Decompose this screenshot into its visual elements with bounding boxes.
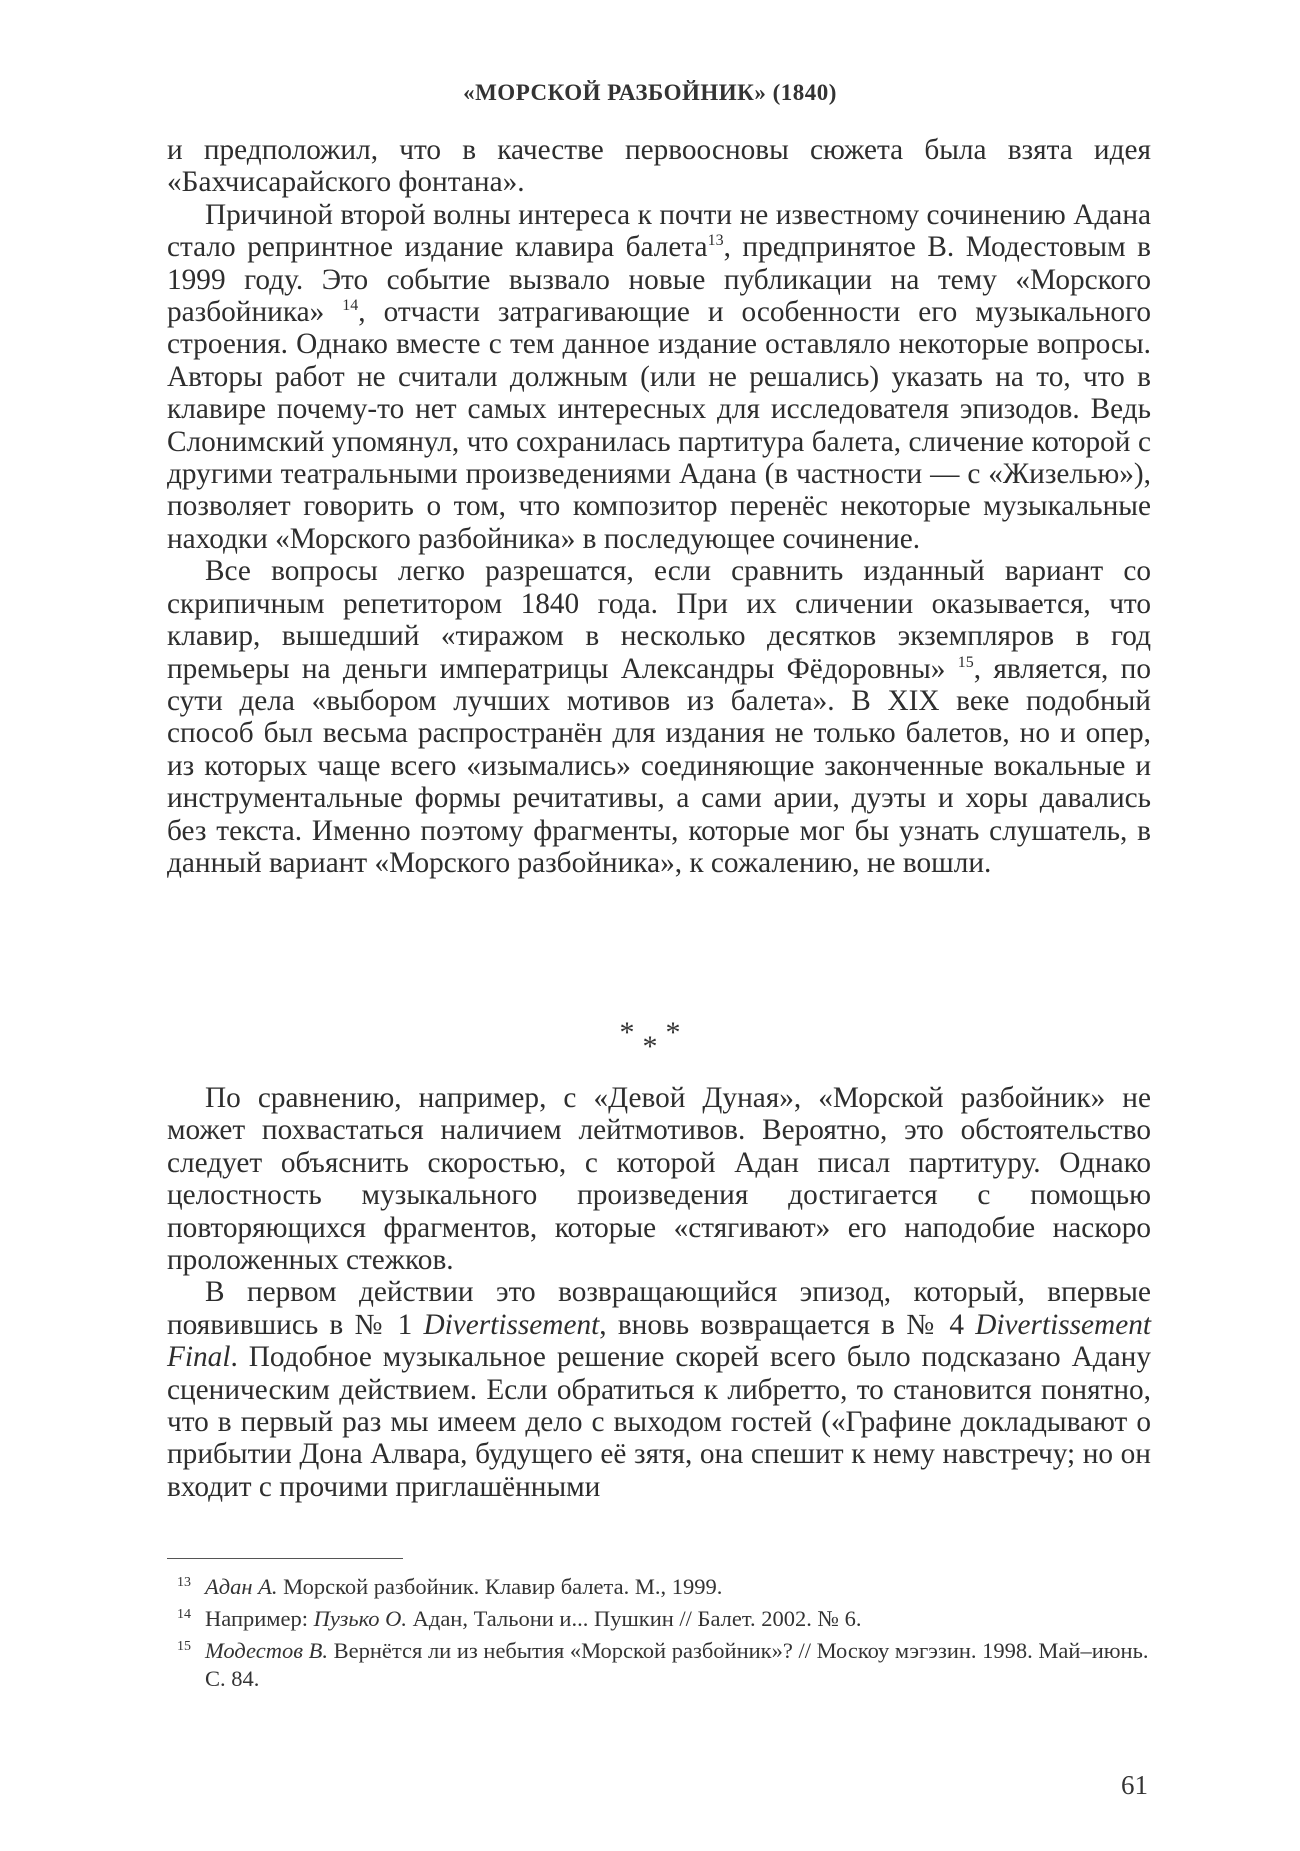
- paragraph: [167, 1082, 1151, 1276]
- footnote-ref: 13: [707, 232, 724, 250]
- asterisk: *: [665, 1016, 681, 1049]
- paragraph-text: По сравнению, например, с «Девой Дуная», «Морской разбойник» не может похвастаться наличием лейтмотивов. Вероятно, это обстоятельство следует объяснить скоростью, с которой Адан писал партитуру. Однако целостность музыкального произведения достигается с помощью повторяющихся фрагментов, которые «стягивают» его наподобие наскоро проложенных стежков.: [167, 1082, 1151, 1277]
- paragraph-text: , отчасти затрагивающие и особенности его музыкального строения. Однако вместе с тем данное издание оставляло некоторые вопросы. Авторы работ не считали должным (или не решались) указать на то, что в клавире почему-то нет самых интересных для исследователя эпизодов. Ведь Слонимский упомянул, что сохранилась партитура балета, сличение которой с другими театральными произведениями Адана (в частности — с «Жизелью»), позволяет говорить о том, что композитор перенёс некоторые музыкальные находки «Морского разбойника» в последующее сочинение.: [167, 296, 1151, 555]
- paragraph-text: , предпринятое В. Модестовым в 1999 году. Это событие вызвало новые публикации на тему «Морского разбойника»: [167, 231, 1151, 329]
- page-number: 61: [1121, 1770, 1148, 1800]
- paragraph-text: В первом действии это возвращающийся эпизод, который, впервые появившись в № 1: [167, 1276, 1151, 1341]
- footnote-ref: 15: [957, 653, 974, 671]
- footnote-text: Морской разбойник. Клавир балета. М., 1999.: [277, 1574, 723, 1599]
- footnote-text: Вернётся ли из небытия «Морской разбойник»? // Москоу мэгэзин. 1998. Май–июнь. С. 84.: [205, 1638, 1149, 1691]
- footnote: [167, 1637, 1151, 1693]
- italic-term: Divertissement: [423, 1308, 600, 1341]
- paragraph-text: , вновь возвращается в № 4: [599, 1308, 976, 1341]
- paragraph: [167, 134, 1151, 199]
- paragraph: [167, 1276, 1151, 1503]
- footnotes: [167, 1573, 1151, 1697]
- footnote-number: 13: [177, 1575, 191, 1590]
- main-text-top: [167, 134, 1151, 879]
- footnote-prefix: Например:: [205, 1606, 314, 1631]
- footnote-author: Пузько О.: [313, 1606, 407, 1631]
- footnote-ref: 14: [342, 297, 359, 315]
- footnote-author: Адан А.: [205, 1574, 278, 1599]
- asterisk: *: [642, 1030, 658, 1063]
- footnote: [167, 1573, 1151, 1601]
- footnote-author: Модестов В.: [205, 1638, 328, 1663]
- footnote-text: Адан, Тальони и... Пушкин // Балет. 2002. № 6.: [407, 1606, 862, 1631]
- italic-term: Divertissement Final: [167, 1308, 1151, 1374]
- paragraph-text: . Подобное музыкальное решение скорей всего было подсказано Адану сценическим действием. Если обратиться к либретто, то становится понятно, что в первый раз мы имеем дело с выходом гостей («Графине докладывают о прибытии Дона Алвара, будущего её зятя, она спешит к нему навстречу; но он входит с прочими приглашёнными: [167, 1341, 1151, 1503]
- paragraph-text: , является, по сути дела «выбором лучших мотивов из балета». В XIX веке подобный способ был весьма распространён для издания не только балетов, но и опер, из которых чаще всего «изымались» соединяющие законченные вокальные и инструментальные формы речитативы, а сами арии, дуэты и хоры давались без текста. Именно поэтому фрагменты, которые мог бы узнать слушатель, в данный вариант «Морского разбойника», к сожалению, не вошли.: [167, 652, 1151, 879]
- paragraph: [167, 199, 1151, 555]
- section-divider-asterism: [0, 1016, 1300, 1063]
- footnote-number: 15: [177, 1639, 191, 1654]
- asterisk: *: [619, 1016, 635, 1049]
- main-text-bottom: [167, 1082, 1151, 1503]
- paragraph-text: и предположил, что в качестве первоосновы сюжета была взята идея «Бахчисарайского фонтана».: [167, 134, 1151, 199]
- footnote-number: 14: [177, 1607, 191, 1622]
- paragraph-text: Причиной второй волны интереса к почти не известному сочинению Адана стало репринтное издание клавира балета: [167, 198, 1151, 264]
- paragraph-text: Все вопросы легко разрешатся, если сравнить изданный вариант со скрипичным репетитором 1840 года. При их сличении оказывается, что клавир, вышедший «тиражом в несколько десятков экземпляров в год премьеры на деньги императрицы Александры Фёдоровны»: [167, 555, 1151, 685]
- running-head: «МОРСКОЙ РАЗБОЙНИК» (1840): [463, 80, 837, 105]
- paragraph: [167, 555, 1151, 879]
- footnote: [167, 1605, 1151, 1633]
- footnote-separator: [167, 1558, 403, 1559]
